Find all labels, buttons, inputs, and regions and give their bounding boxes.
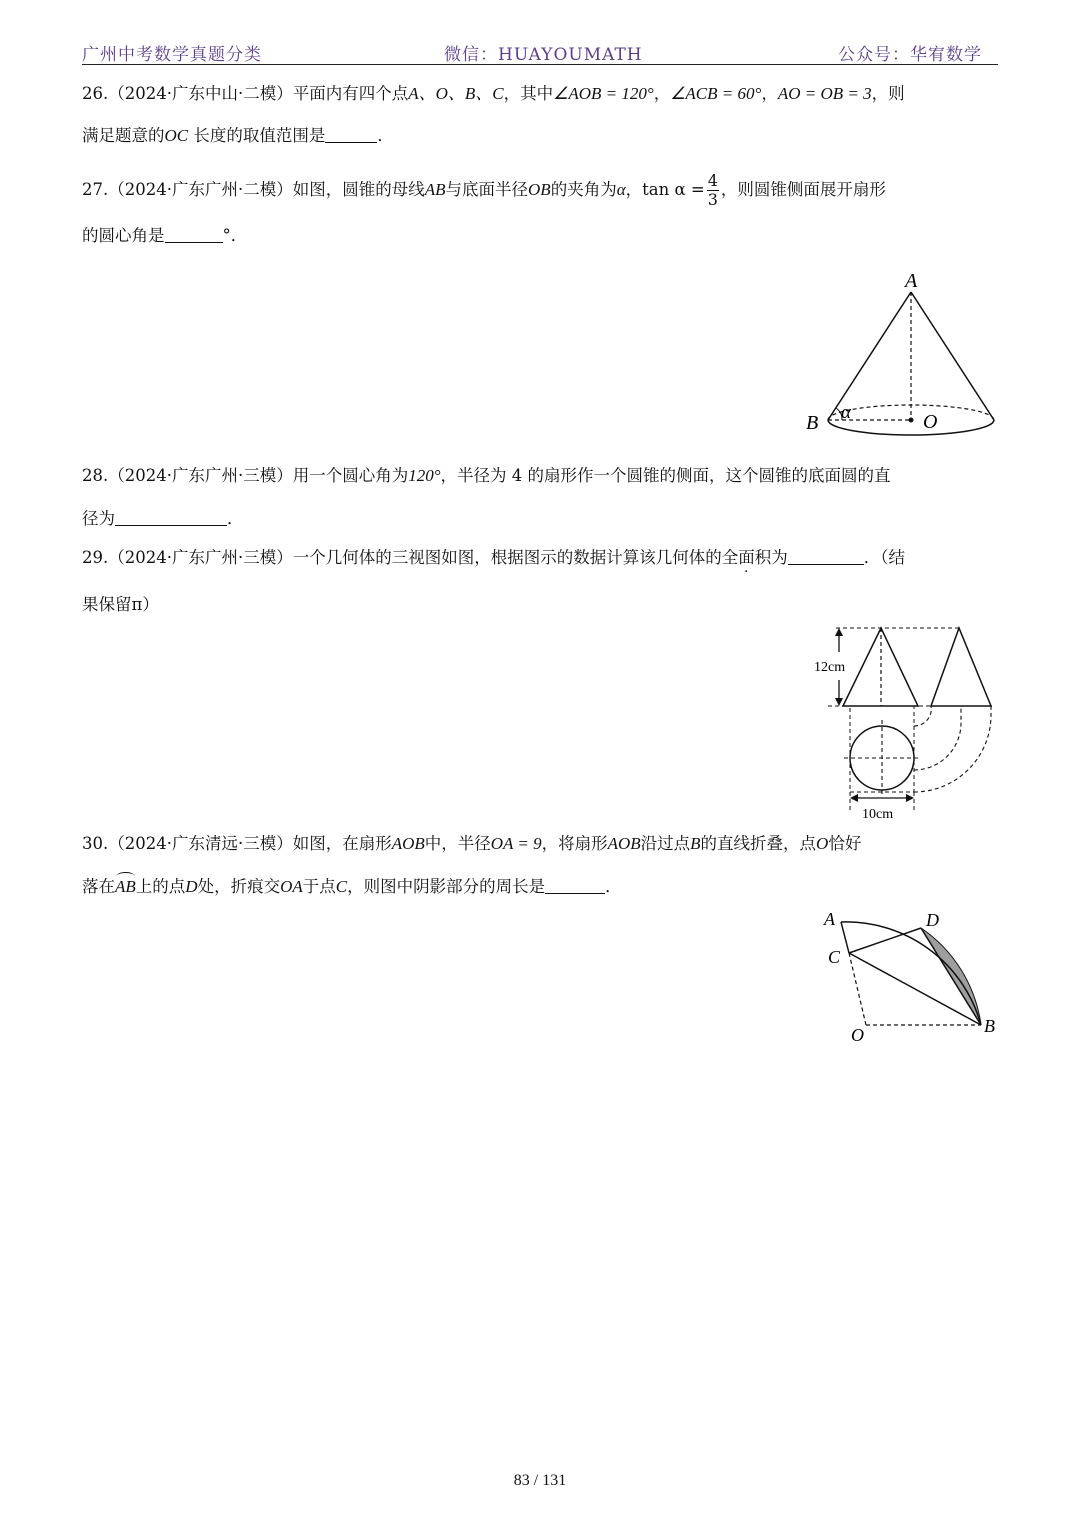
label-O: O (851, 1025, 864, 1045)
arrow-up (835, 628, 843, 636)
question-26-line2: 满足题意的OC 长度的取值范围是 ． (82, 126, 394, 145)
answer-blank[interactable] (788, 548, 864, 565)
math-condition: ∠ACB = 60° (670, 84, 762, 103)
question-29-line2 (82, 593, 998, 617)
question-text: 平面内有四个点 (292, 84, 409, 103)
fraction (707, 172, 719, 209)
question-number: 27. (82, 180, 109, 199)
math-expression: tan α = (642, 180, 705, 199)
height-label: 12cm (814, 660, 846, 675)
answer-blank[interactable] (115, 509, 227, 526)
question-text: 的夹角为 (550, 180, 617, 199)
math-angle: 120° (408, 466, 441, 485)
math-condition: OA = 9 (490, 834, 542, 853)
question-text: 与底面半径 (445, 180, 529, 199)
label-B: B (806, 412, 819, 434)
question-text: 为 (771, 548, 788, 567)
emphasized-text: 全面积 (721, 548, 772, 567)
header-wechat: 微信：HUAYOUMATH (444, 45, 643, 65)
center-point (909, 418, 914, 423)
transfer-arc (914, 706, 931, 726)
segment-AC (841, 922, 849, 953)
answer-blank[interactable] (545, 877, 605, 894)
label-C: C (828, 947, 841, 967)
question-source: （2024·广东清远·三模） (108, 834, 293, 853)
math-segment: OC (164, 126, 189, 145)
question-text: 恰好 (828, 834, 862, 853)
question-27-line2 (82, 224, 998, 248)
question-text: 如图，圆锥的母线 (292, 180, 425, 199)
question-text: ，则 (871, 84, 905, 103)
question-text: 落在 (82, 877, 115, 896)
math-point: O (816, 834, 829, 853)
math-arc: AB (115, 875, 136, 899)
question-text: 径为 (82, 509, 115, 528)
question-26: 26.（2024·广东中山·二模）平面内有四个点A、O、B、C，其中∠AOB = 120°，∠ACB = 60°，AO = OB = 3，则 (82, 84, 905, 103)
question-number: 30. (82, 834, 109, 853)
question-source: （2024·广东广州·二模） (108, 180, 293, 199)
question-text: ．（结 (863, 548, 905, 567)
question-29 (82, 546, 998, 570)
question-28 (82, 464, 998, 488)
math-segment: AB (424, 180, 446, 199)
cone-generatrix-left (828, 292, 911, 420)
unit-text: °． (222, 226, 248, 245)
question-text: 的圆心角是 (82, 226, 165, 245)
question-text: ，则圆锥侧面展开扇形 (720, 180, 886, 199)
question-30-line2: 落在AB上的点D处，折痕交OA于点C，则图中阴影部分的周长是 ． (82, 875, 998, 899)
question-28-line2: 径为 ． (82, 509, 244, 528)
question-number: 28. (82, 466, 109, 485)
transfer-arc (914, 706, 961, 770)
answer-blank[interactable] (165, 226, 223, 243)
three-views-figure (806, 620, 1006, 825)
math-point: B (690, 834, 701, 853)
question-source: （2024·广东中山·二模） (108, 84, 293, 103)
question-text: 于点 (302, 877, 336, 896)
question-text: ，将扇形 (541, 834, 608, 853)
segment-CD (849, 928, 921, 953)
math-condition: ∠AOB = 120° (553, 84, 654, 103)
fraction-denominator: 3 (707, 190, 718, 209)
cone-generatrix-right (911, 292, 994, 420)
question-text: 的直线折叠，点 (700, 834, 817, 853)
question-text: 长度的取值范围是 (193, 126, 326, 145)
page-header (82, 38, 998, 65)
label-A: A (824, 909, 835, 929)
question-text: 用一个圆心角为 (292, 466, 409, 485)
question-text: 一个几何体的三视图如图，根据图示的数据计算该几何体的 (292, 548, 722, 567)
question-text: ，半径为 4 的扇形作一个圆锥的侧面，这个圆锥的底面圆的直 (440, 466, 891, 485)
question-number: 29. (82, 548, 109, 567)
question-27: 27.（2024·广东广州·二模）如图，圆锥的母线AB与底面半径OB的夹角为α，tan α = $\frac{4}{3}$ ，则圆锥侧面展开扇形 (82, 171, 886, 209)
question-source: （2024·广东广州·三模） (108, 466, 293, 485)
width-label: 10cm (862, 807, 894, 822)
cone-figure (800, 264, 1005, 444)
math-sector: AOB (391, 834, 425, 853)
label-O: O (923, 411, 938, 433)
header-account: 公众号：华宥数学 (838, 45, 982, 65)
label-B: B (984, 1016, 995, 1036)
side-view-triangle (931, 628, 991, 706)
arrow-left (850, 794, 858, 802)
header-title: 广州中考数学真题分类 (82, 45, 262, 65)
question-text: 如图，在扇形 (292, 834, 392, 853)
question-text: 果保留π） (82, 595, 159, 614)
question-text: 处，折痕交 (197, 877, 281, 896)
arrow-down (835, 698, 843, 706)
label-alpha: α (841, 402, 851, 423)
math-segment: OA (280, 877, 303, 896)
math-point: C (335, 877, 348, 896)
question-30 (82, 832, 998, 856)
math-point: D (185, 877, 198, 896)
label-D: D (926, 910, 939, 930)
segment-CO (849, 953, 866, 1025)
question-text: 满足题意的 (82, 126, 165, 145)
question-text: ，则图中阴影部分的周长是 (347, 877, 546, 896)
math-symbol: α (616, 180, 626, 199)
fraction-numerator: 4 (707, 171, 718, 190)
question-text: 上的点 (135, 877, 186, 896)
answer-blank[interactable] (325, 126, 377, 143)
math-segment: OB (528, 180, 551, 199)
question-text: 中，半径 (424, 834, 491, 853)
question-source: （2024·广东广州·三模） (108, 548, 293, 567)
segment-DB (921, 928, 981, 1025)
math-points: A、O、B、C (408, 84, 504, 103)
label-A: A (905, 270, 918, 292)
page-number: 83 / 131 (513, 1472, 567, 1489)
question-text: 沿过点 (640, 834, 691, 853)
question-text: ，其中 (503, 84, 554, 103)
sector-fold-figure (818, 902, 1008, 1050)
arrow-right (906, 794, 914, 802)
math-condition: AO = OB = 3 (777, 84, 872, 103)
math-sector: AOB (607, 834, 641, 853)
question-number: 26. (82, 84, 109, 103)
